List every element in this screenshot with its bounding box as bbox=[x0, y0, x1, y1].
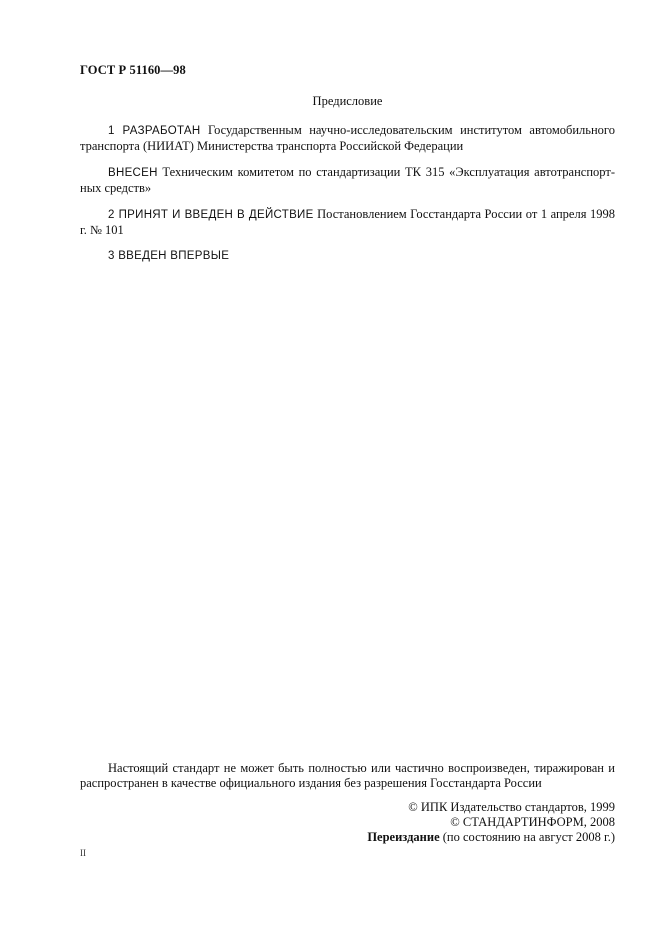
page-number: II bbox=[80, 848, 86, 858]
document-code: ГОСТ Р 51160—98 bbox=[80, 63, 186, 77]
paragraph-lead: 1 РАЗРАБОТАН bbox=[108, 125, 201, 137]
paragraph-introduced-by bbox=[80, 165, 615, 196]
reproduction-notice: Настоящий стандарт не может быть полностью или частично воспроизведен, тиражирован и распространен в качестве официального издания без разрешения Госстандарта России bbox=[80, 761, 615, 790]
reprint-label: Переиздание bbox=[367, 830, 440, 844]
paragraph-text: Техническим комитетом по стандартизации ТК 315 «Эксплуатация автотранспорт-ных средств» bbox=[80, 165, 615, 195]
paragraph-text: Постановлением Госстандарта России от 1 апреля 1998 г. № 101 bbox=[80, 207, 615, 237]
section-title: Предисловие bbox=[312, 94, 383, 108]
paragraph-first-introduced bbox=[80, 248, 615, 264]
paragraph-lead: 2 ПРИНЯТ И ВВЕДЕН В ДЕЙСТВИЕ bbox=[108, 209, 314, 221]
paragraph-developed-by bbox=[80, 123, 615, 154]
paragraph-lead: ВНЕСЕН bbox=[108, 167, 158, 179]
copyright-line-ipk: © ИПК Издательство стандартов, 1999 bbox=[408, 800, 615, 814]
copyright-block bbox=[367, 800, 615, 845]
paragraph-adopted bbox=[80, 207, 615, 238]
reprint-note: (по состоянию на август 2008 г.) bbox=[439, 830, 615, 844]
copyright-line-standartinform: © СТАНДАРТИНФОРМ, 2008 bbox=[450, 815, 615, 829]
paragraph-lead: 3 ВВЕДЕН ВПЕРВЫЕ bbox=[108, 250, 230, 262]
paragraph-text: Государственным научно-исследовательским институтом автомобильного транспорта (НИИАТ) Министерства транспорта Российской Федерации bbox=[80, 123, 615, 153]
reprint-line bbox=[367, 830, 615, 845]
